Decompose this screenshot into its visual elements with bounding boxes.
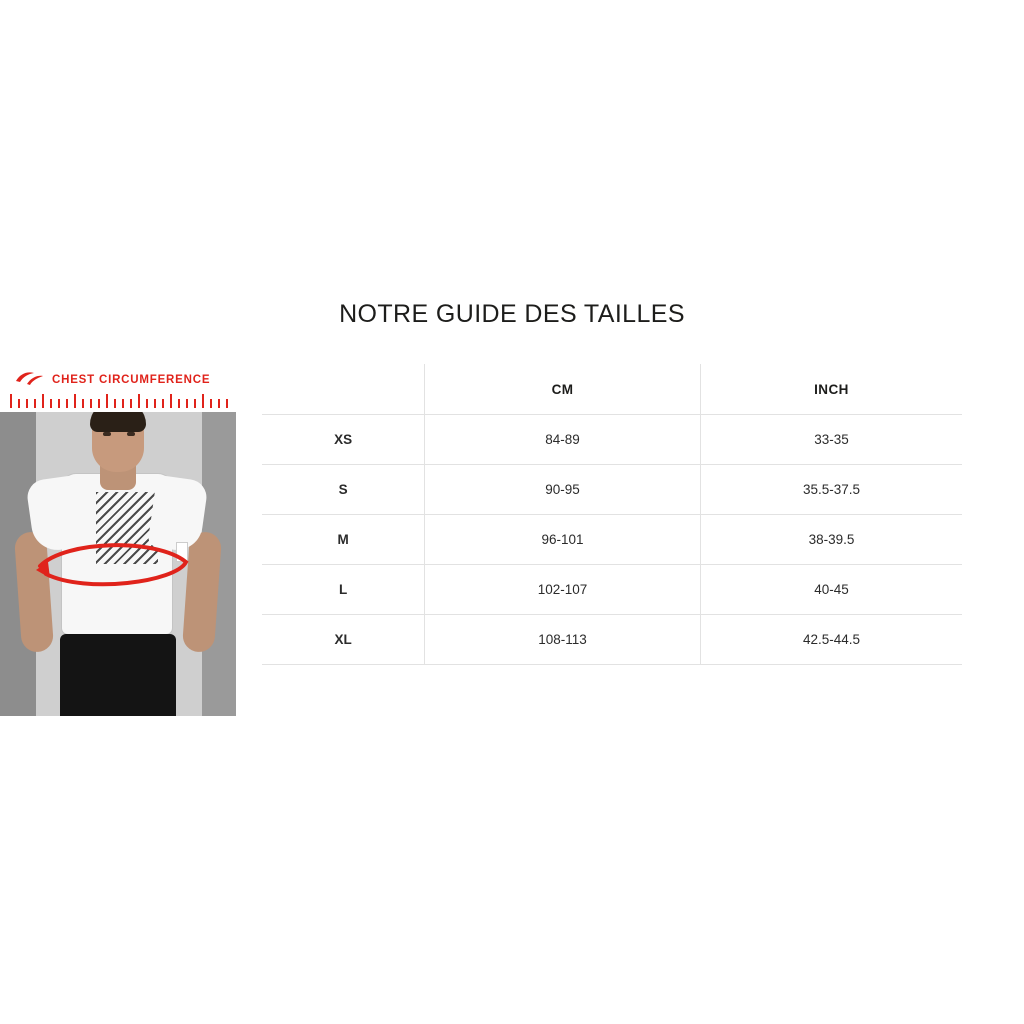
cell-cm: 96-101 <box>425 515 701 565</box>
table-row <box>262 565 962 615</box>
table-header-row <box>262 364 962 415</box>
cell-size: M <box>262 515 425 565</box>
table-row <box>262 515 962 565</box>
page-title: NOTRE GUIDE DES TAILLES <box>339 300 685 328</box>
table-row <box>262 465 962 515</box>
table-row <box>262 415 962 465</box>
illustration-header <box>0 362 236 412</box>
table-header-size <box>262 364 425 415</box>
chest-circumference-label: CHEST CIRCUMFERENCE <box>52 374 211 386</box>
cell-inch: 40-45 <box>700 565 962 615</box>
cell-cm: 84-89 <box>425 415 701 465</box>
ruler-icon <box>10 394 232 408</box>
table-header-inch: INCH <box>700 364 962 415</box>
cell-cm: 102-107 <box>425 565 701 615</box>
cell-cm: 108-113 <box>425 615 701 665</box>
table-body <box>262 415 962 665</box>
table-header-cm: CM <box>425 364 701 415</box>
cell-size: L <box>262 565 425 615</box>
chest-measure-arrow-icon <box>26 532 206 612</box>
table-row <box>262 615 962 665</box>
model-right-eye <box>127 432 135 436</box>
swoosh-logo-icon <box>14 368 44 388</box>
cell-size: XL <box>262 615 425 665</box>
size-guide-table <box>262 364 962 665</box>
cell-size: XS <box>262 415 425 465</box>
cell-inch: 35.5-37.5 <box>700 465 962 515</box>
cell-inch: 42.5-44.5 <box>700 615 962 665</box>
model-hair <box>90 412 146 432</box>
cell-inch: 38-39.5 <box>700 515 962 565</box>
chest-measurement-illustration <box>0 362 236 716</box>
cell-size: S <box>262 465 425 515</box>
model-photo <box>0 412 236 716</box>
table-header <box>262 364 962 415</box>
cell-cm: 90-95 <box>425 465 701 515</box>
model-left-eye <box>103 432 111 436</box>
cell-inch: 33-35 <box>700 415 962 465</box>
model-shorts <box>60 634 176 716</box>
